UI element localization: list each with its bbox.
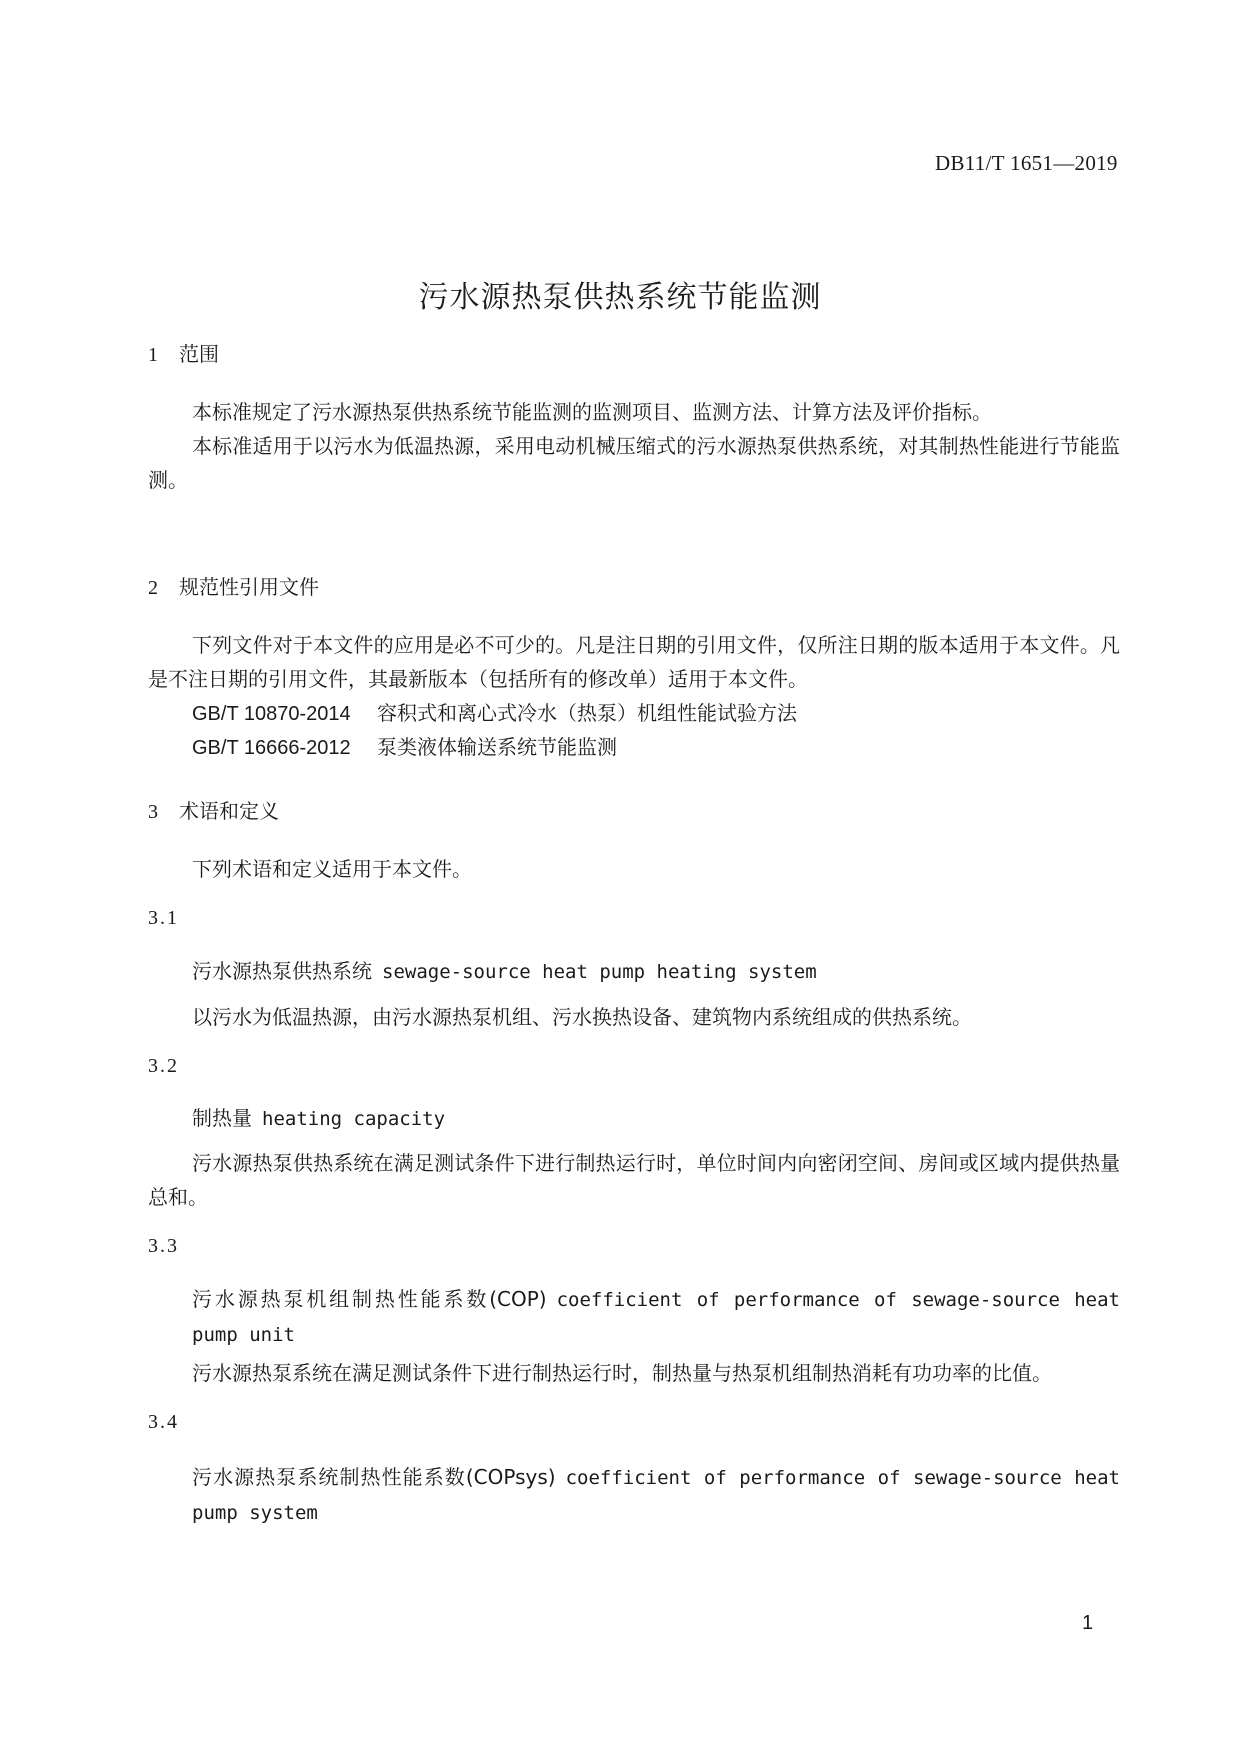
term-number: 3.3 xyxy=(148,1235,179,1257)
references-intro: 下列文件对于本文件的应用是必不可少的。凡是注日期的引用文件，仅所注日期的版本适用于本文件。凡是不注日期的引用文件，其最新版本（包括所有的修改单）适用于本文件。 xyxy=(148,633,1120,691)
reference-title: 泵类液体输送系统节能监测 xyxy=(377,735,617,759)
page-number: 1 xyxy=(1082,1612,1094,1634)
term-definition: 污水源热泵供热系统在满足测试条件下进行制热运行时，单位时间内向密闭空间、房间或区域内提供热量总和。 xyxy=(148,1151,1120,1209)
reference-item xyxy=(192,731,617,760)
reference-title: 容积式和离心式冷水（热泵）机组性能试验方法 xyxy=(377,701,797,725)
term-heading xyxy=(192,1282,1120,1352)
term-en: heating capacity xyxy=(262,1108,446,1130)
term-definition: 以污水为低温热源，由污水源热泵机组、污水换热设备、建筑物内系统组成的供热系统。 xyxy=(192,1005,972,1029)
term-heading xyxy=(192,1460,1120,1530)
section-heading-scope xyxy=(148,338,219,367)
term-number: 3.4 xyxy=(148,1411,179,1433)
section-title: 规范性引用文件 xyxy=(179,575,319,599)
term-zh: 制热量 xyxy=(192,1106,252,1130)
section-heading-terms xyxy=(148,795,279,824)
terms-intro: 下列术语和定义适用于本文件。 xyxy=(192,857,472,881)
term-en: coefficient of performance of sewage-source heat pump unit xyxy=(192,1289,1120,1346)
section-heading-references xyxy=(148,571,319,600)
section-number: 3 xyxy=(148,801,158,823)
term-zh: 污水源热泵供热系统 xyxy=(192,959,372,983)
term-definition: 污水源热泵系统在满足测试条件下进行制热运行时，制热量与热泵机组制热消耗有功功率的比值。 xyxy=(192,1361,1052,1385)
term-en: coefficient of performance of sewage-source heat pump system xyxy=(192,1467,1120,1524)
reference-item xyxy=(192,697,797,726)
term-number: 3.2 xyxy=(148,1055,179,1077)
term-en: sewage-source heat pump heating system xyxy=(382,961,817,983)
term-heading xyxy=(192,1102,445,1131)
term-zh: 污水源热泵系统制热性能系数(COPsys) xyxy=(192,1465,556,1489)
reference-code: GB/T 10870-2014 xyxy=(192,703,351,725)
document-title: 污水源热泵供热系统节能监测 xyxy=(418,280,822,315)
term-zh: 污水源热泵机组制热性能系数(COP) xyxy=(192,1287,547,1311)
scope-paragraph-1: 本标准规定了污水源热泵供热系统节能监测的监测项目、监测方法、计算方法及评价指标。 xyxy=(192,400,992,424)
term-heading xyxy=(192,955,817,984)
term-number: 3.1 xyxy=(148,907,179,929)
section-number: 1 xyxy=(148,344,158,366)
section-title: 术语和定义 xyxy=(179,799,279,823)
section-title: 范围 xyxy=(179,342,219,366)
scope-paragraph-2: 本标准适用于以污水为低温热源，采用电动机械压缩式的污水源热泵供热系统，对其制热性能进行节能监测。 xyxy=(148,434,1120,492)
section-number: 2 xyxy=(148,577,158,599)
reference-code: GB/T 16666-2012 xyxy=(192,737,351,759)
standard-number: DB11/T 1651—2019 xyxy=(935,151,1118,175)
